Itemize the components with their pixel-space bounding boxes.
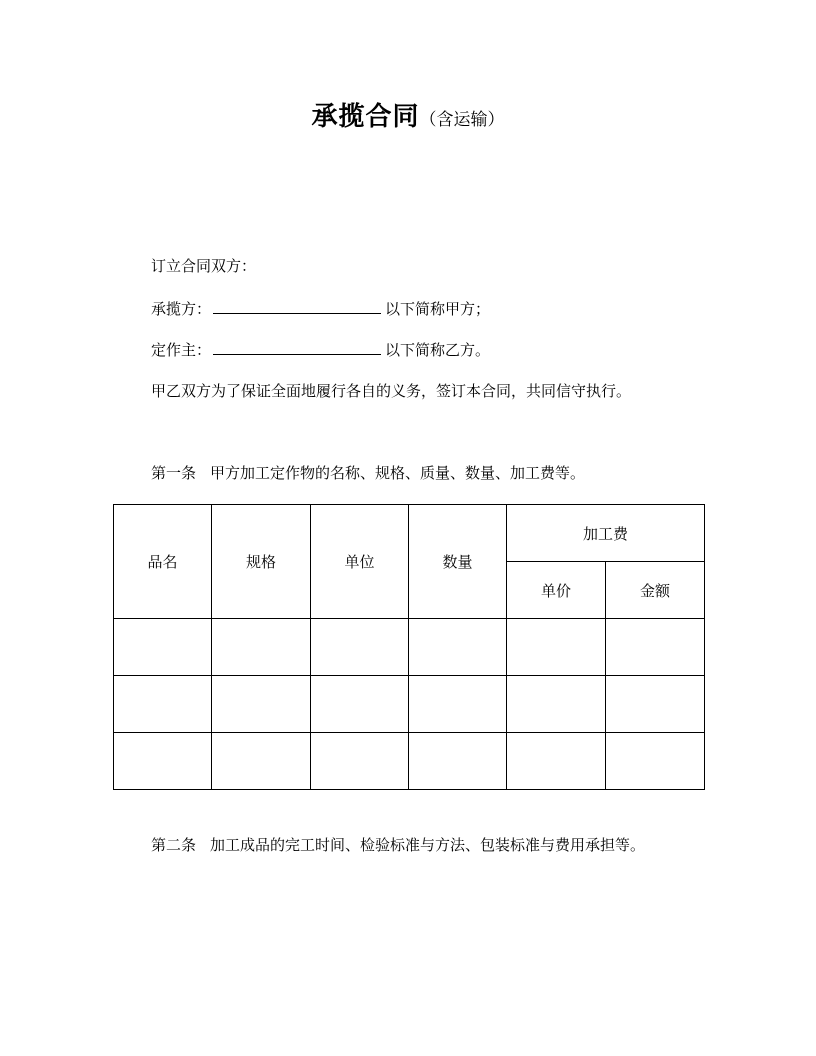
client-line: [151, 338, 490, 361]
header-quantity: 数量: [409, 505, 507, 619]
table-cell[interactable]: [212, 733, 311, 790]
header-unit: 单位: [311, 505, 409, 619]
client-label: 定作主：: [151, 341, 212, 359]
header-unit-price: 单价: [507, 562, 606, 619]
article-2-number: 第二条: [151, 836, 197, 854]
title-main: 承揽合同: [311, 102, 420, 132]
client-suffix: 以下简称乙方。: [385, 341, 491, 359]
preamble: 甲乙双方为了保证全面地履行各自的义务，签订本合同，共同信守执行。: [151, 382, 632, 400]
table-row: [114, 619, 705, 676]
table-row: [114, 733, 705, 790]
title-sub: （含运输）: [419, 110, 505, 130]
table-cell[interactable]: [507, 733, 606, 790]
table-cell[interactable]: [114, 733, 212, 790]
header-name: 品名: [114, 505, 212, 619]
table-cell[interactable]: [311, 619, 409, 676]
contractor-blank[interactable]: [213, 297, 381, 314]
table-cell[interactable]: [311, 676, 409, 733]
table-cell[interactable]: [507, 619, 606, 676]
contractor-line: [151, 297, 490, 320]
header-spec: 规格: [212, 505, 311, 619]
contractor-suffix: 以下简称甲方；: [385, 300, 491, 318]
table-cell[interactable]: [606, 733, 705, 790]
table-row: [114, 676, 705, 733]
header-amount: 金额: [606, 562, 705, 619]
table-cell[interactable]: [409, 676, 507, 733]
table-cell[interactable]: [114, 676, 212, 733]
article-2-text: 加工成品的完工时间、检验标准与方法、包装标准与费用承担等。: [210, 836, 646, 854]
table-cell[interactable]: [212, 619, 311, 676]
table-cell[interactable]: [409, 733, 507, 790]
table-cell[interactable]: [606, 619, 705, 676]
article-1-text: 甲方加工定作物的名称、规格、质量、数量、加工费等。: [210, 464, 586, 482]
table-header-row: [114, 505, 705, 562]
client-blank[interactable]: [213, 338, 381, 355]
table-cell[interactable]: [507, 676, 606, 733]
article-2: [151, 834, 645, 856]
table-cell[interactable]: [212, 676, 311, 733]
table-cell[interactable]: [606, 676, 705, 733]
table-cell[interactable]: [409, 619, 507, 676]
article-1-number: 第一条: [151, 464, 197, 482]
header-fee: 加工费: [507, 505, 705, 562]
table-cell[interactable]: [114, 619, 212, 676]
parties-heading: 订立合同双方：: [151, 257, 257, 275]
table-cell[interactable]: [311, 733, 409, 790]
article-1: [151, 462, 585, 484]
goods-table: [113, 504, 705, 790]
document-title: [0, 100, 816, 137]
contractor-label: 承揽方：: [151, 300, 212, 318]
